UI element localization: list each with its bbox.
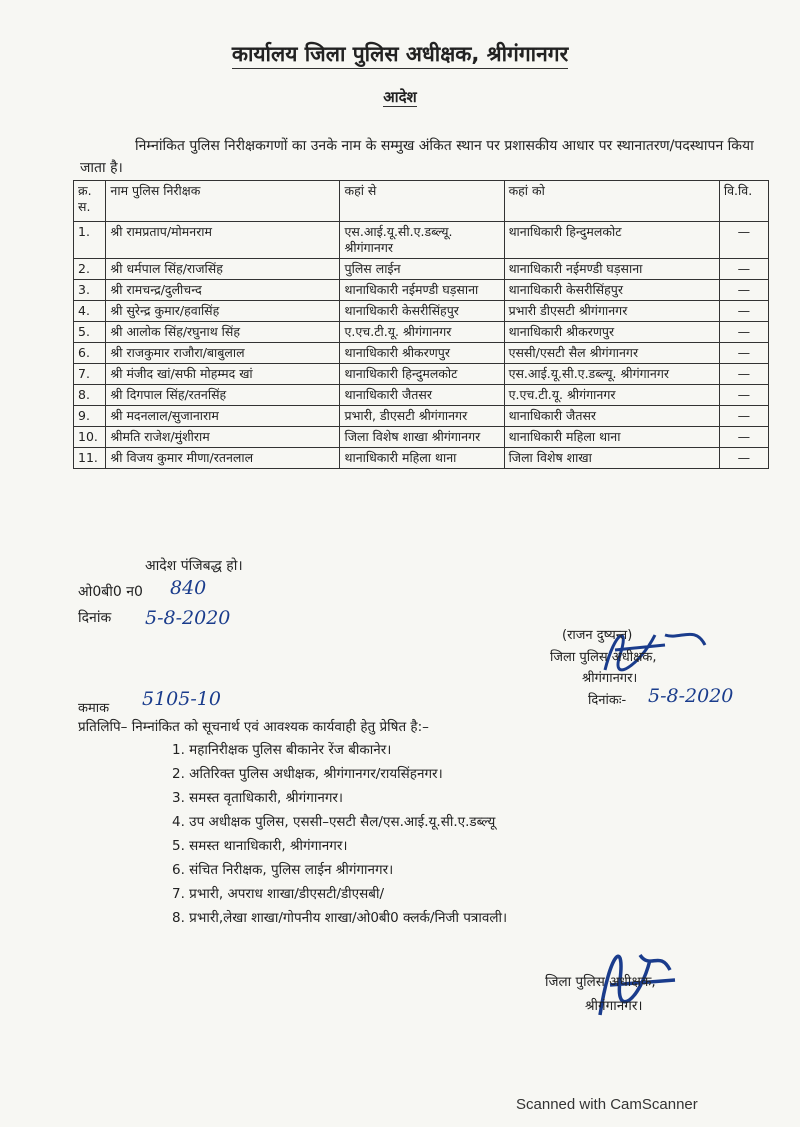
table-row: [74, 385, 769, 406]
cell-to: थानाधिकारी हिन्दुमलकोट: [504, 222, 719, 259]
cell-to: एस.आई.यू.सी.ए.डब्ल्यू. श्रीगंगानगर: [504, 364, 719, 385]
cell-serial: 10.: [74, 427, 106, 448]
cell-from: थानाधिकारी हिन्दुमलकोट: [340, 364, 504, 385]
signatory-name: (राजन दुष्यन्त): [562, 628, 633, 643]
cell-from: थानाधिकारी महिला थाना: [340, 448, 504, 469]
cell-serial: 3.: [74, 280, 106, 301]
col-name: नाम पुलिस निरीक्षक: [106, 181, 340, 222]
order-heading: आदेश: [383, 88, 417, 106]
col-serial: क्र. स.: [74, 181, 106, 222]
signatory-designation: जिला पुलिस अधीक्षक,: [550, 650, 657, 665]
col-from: कहां से: [340, 181, 504, 222]
copy-to-item: 8. प्रभारी,लेखा शाखा/गोपनीय शाखा/ओ0बी0 क्लर्क/निजी पत्रावली।: [172, 910, 508, 926]
cell-remark: —: [719, 448, 768, 469]
cell-from: थानाधिकारी केसरीसिंहपुर: [340, 301, 504, 322]
cell-from: थानाधिकारी श्रीकरणपुर: [340, 343, 504, 364]
cell-name: श्री राजकुमार राजौरा/बाबुलाल: [106, 343, 340, 364]
cell-name: श्री विजय कुमार मीणा/रतनलाल: [106, 448, 340, 469]
cell-name: श्री आलोक सिंह/रघुनाथ सिंह: [106, 322, 340, 343]
cell-serial: 8.: [74, 385, 106, 406]
cell-remark: —: [719, 280, 768, 301]
cell-serial: 9.: [74, 406, 106, 427]
cell-serial: 5.: [74, 322, 106, 343]
cell-from: थानाधिकारी नईमण्डी घड़साना: [340, 280, 504, 301]
table-row: [74, 322, 769, 343]
cell-to: थानाधिकारी जैतसर: [504, 406, 719, 427]
cell-to: जिला विशेष शाखा: [504, 448, 719, 469]
cell-to: एससी/एसटी सैल श्रीगंगानगर: [504, 343, 719, 364]
intro-paragraph: निम्नांकित पुलिस निरीक्षकगणों का उनके नाम के सम्मुख अंकित स्थान पर प्रशासकीय आधार पर स्थानातरण/पदस्थापन किया जाता है।: [80, 138, 754, 176]
table-row: [74, 301, 769, 322]
register-note: आदेश पंजिबद्ध हो।: [145, 558, 243, 574]
cell-name: श्री रामप्रताप/मोमनराम: [106, 222, 340, 259]
transfer-table: [73, 180, 769, 469]
col-to: कहां को: [504, 181, 719, 222]
cell-serial: 4.: [74, 301, 106, 322]
signatory2-designation: जिला पुलिस अधीक्षक,: [545, 974, 656, 990]
copy-to-item: 7. प्रभारी, अपराध शाखा/डीएसटी/डीएसबी/: [172, 886, 385, 902]
cell-from: ए.एच.टी.यू. श्रीगंगानगर: [340, 322, 504, 343]
copy-to-item: 6. संचित निरीक्षक, पुलिस लाईन श्रीगंगानगर।: [172, 862, 394, 878]
cell-name: श्री मदनलाल/सुजानाराम: [106, 406, 340, 427]
order-date-value: 5-8-2020: [145, 607, 231, 629]
table-row: [74, 448, 769, 469]
order-ref-number: 840: [170, 577, 207, 599]
table-row: [74, 343, 769, 364]
cell-name: श्री रामचन्द्र/दुलीचन्द: [106, 280, 340, 301]
cell-to: ए.एच.टी.यू. श्रीगंगानगर: [504, 385, 719, 406]
table-row: [74, 222, 769, 259]
cell-to: थानाधिकारी केसरीसिंहपुर: [504, 280, 719, 301]
table-row: [74, 406, 769, 427]
table-row: [74, 364, 769, 385]
signatory-date-value: 5-8-2020: [648, 685, 734, 707]
table-header-row: [74, 181, 769, 222]
copy-to-item: 4. उप अधीक्षक पुलिस, एससी–एसटी सैल/एस.आई.यू.सी.ए.डब्ल्यू: [172, 814, 496, 830]
office-title: कार्यालय जिला पुलिस अधीक्षक, श्रीगंगानगर: [0, 40, 800, 68]
cell-name: श्री मंजीद खां/सफी मोहम्मद खां: [106, 364, 340, 385]
copy-to-list: [172, 738, 507, 930]
cell-remark: —: [719, 385, 768, 406]
copy-to-heading: प्रतिलिपि– निम्नांकित को सूचनार्थ एवं आवश्यक कार्यवाही हेतु प्रेषित है:–: [78, 719, 429, 735]
cell-to: थानाधिकारी महिला थाना: [504, 427, 719, 448]
cell-name: श्री धर्मपाल सिंह/राजसिंह: [106, 259, 340, 280]
copy-to-item: 5. समस्त थानाधिकारी, श्रीगंगानगर।: [172, 838, 348, 854]
cell-to: प्रभारी डीएसटी श्रीगंगानगर: [504, 301, 719, 322]
cell-remark: —: [719, 259, 768, 280]
kramank-label: कमाक: [78, 701, 110, 716]
table-row: [74, 280, 769, 301]
copy-to-item: 3. समस्त वृताधिकारी, श्रीगंगानगर।: [172, 790, 344, 806]
cell-remark: —: [719, 343, 768, 364]
cell-name: श्रीमति राजेश/मुंशीराम: [106, 427, 340, 448]
signatory-date-label: दिनांकः-: [588, 693, 627, 708]
cell-serial: 7.: [74, 364, 106, 385]
cell-from: प्रभारी, डीएसटी श्रीगंगानगर: [340, 406, 504, 427]
cell-serial: 11.: [74, 448, 106, 469]
cell-to: थानाधिकारी नईमण्डी घड़साना: [504, 259, 719, 280]
order-date-label: दिनांक: [78, 610, 112, 626]
table-row: [74, 259, 769, 280]
copy-to-item: 1. महानिरीक्षक पुलिस बीकानेर रेंज बीकानेर।: [172, 742, 392, 758]
cell-name: श्री दिगपाल सिंह/रतनसिंह: [106, 385, 340, 406]
cell-serial: 6.: [74, 343, 106, 364]
kramank-value: 5105-10: [142, 688, 221, 710]
cell-name: श्री सुरेन्द्र कुमार/हवासिंह: [106, 301, 340, 322]
signatory2-city: श्रीगंगानगर।: [585, 998, 643, 1014]
signatory-city: श्रीगंगानगर।: [582, 671, 638, 686]
cell-serial: 1.: [74, 222, 106, 259]
cell-from: पुलिस लाईन: [340, 259, 504, 280]
copy-to-item: 2. अतिरिक्त पुलिस अधीक्षक, श्रीगंगानगर/रायसिंहनगर।: [172, 766, 443, 782]
cell-remark: —: [719, 364, 768, 385]
cell-from: जिला विशेष शाखा श्रीगंगानगर: [340, 427, 504, 448]
cell-remark: —: [719, 406, 768, 427]
cell-from: थानाधिकारी जैतसर: [340, 385, 504, 406]
cell-remark: —: [719, 322, 768, 343]
order-ref-label: ओ0बी0 न0: [78, 584, 143, 600]
scanner-watermark: Scanned with CamScanner: [516, 1096, 698, 1113]
col-remark: वि.वि.: [719, 181, 768, 222]
cell-from: एस.आई.यू.सी.ए.डब्ल्यू. श्रीगंगानगर: [340, 222, 504, 259]
table-row: [74, 427, 769, 448]
cell-remark: —: [719, 301, 768, 322]
cell-to: थानाधिकारी श्रीकरणपुर: [504, 322, 719, 343]
cell-serial: 2.: [74, 259, 106, 280]
cell-remark: —: [719, 222, 768, 259]
cell-remark: —: [719, 427, 768, 448]
